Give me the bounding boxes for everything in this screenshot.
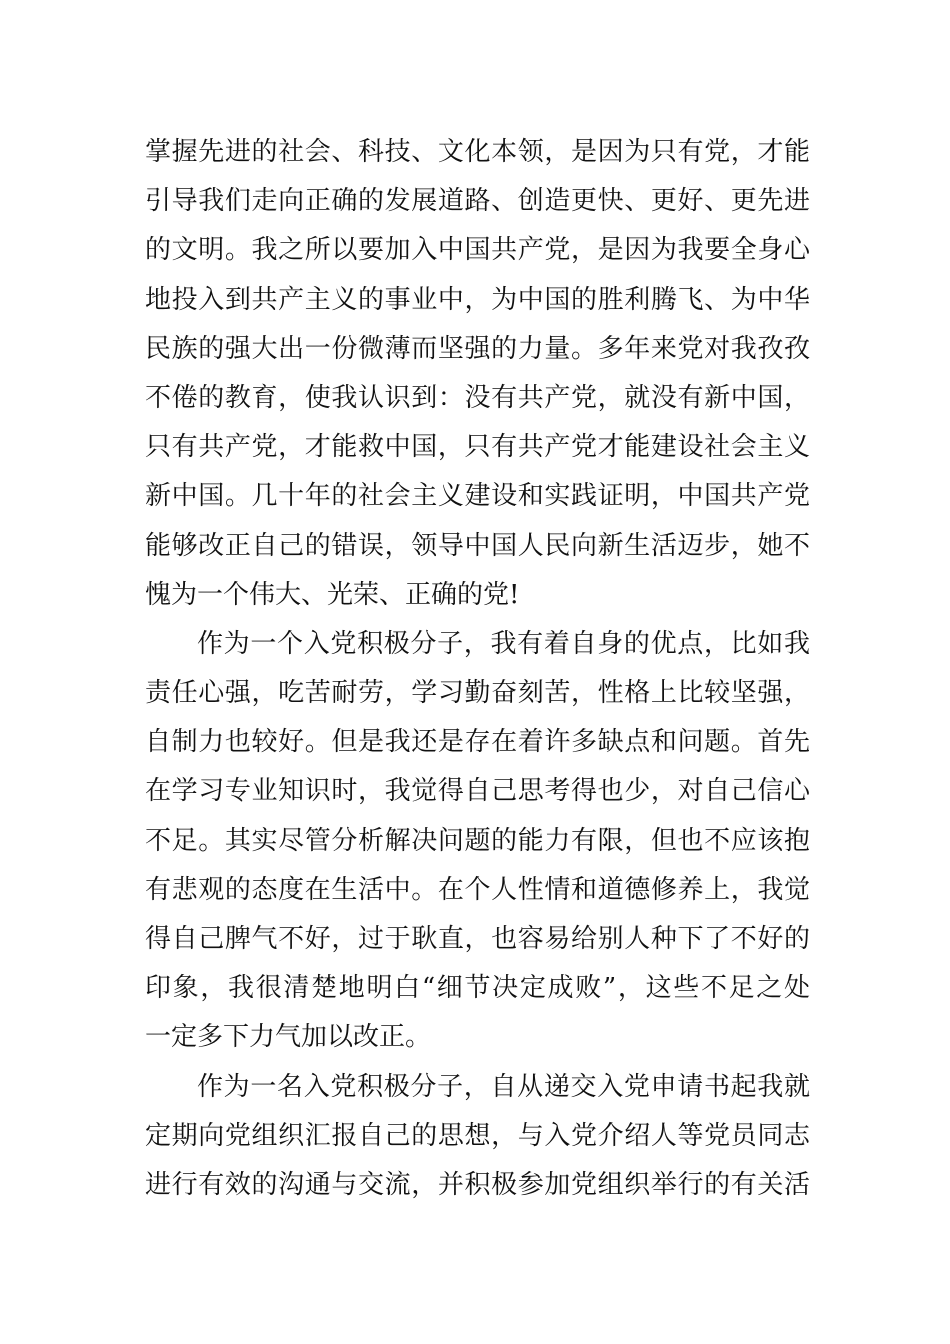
text-line: 新中国。几十年的社会主义建设和实践证明，中国共产党 bbox=[145, 481, 810, 512]
text-line: 责任心强，吃苦耐劳，学习勤奋刻苦，性格上比较坚强， bbox=[145, 678, 810, 709]
text-line: 地投入到共产主义的事业中，为中国的胜利腾飞、为中华 bbox=[145, 284, 810, 315]
body-text bbox=[145, 128, 810, 1210]
text-line: 印象，我很清楚地明白“细节决定成败”，这些不足之处 bbox=[145, 973, 810, 1004]
text-line: 有悲观的态度在生活中。在个人性情和道德修养上，我觉 bbox=[145, 874, 810, 905]
text-line: 自制力也较好。但是我还是存在着许多缺点和问题。首先 bbox=[145, 727, 810, 758]
text-line: 能够改正自己的错误，领导中国人民向新生活迈步，她不 bbox=[145, 530, 810, 561]
paragraph-end-line: 愧为一个伟大、光荣、正确的党! bbox=[145, 579, 520, 610]
text-line: 在学习专业知识时，我觉得自己思考得也少，对自己信心 bbox=[145, 776, 810, 807]
text-line: 得自己脾气不好，过于耿直，也容易给别人种下了不好的 bbox=[145, 924, 810, 954]
text-line: 的文明。我之所以要加入中国共产党，是因为我要全身心 bbox=[145, 235, 810, 266]
paragraph-start-line: 作为一个入党积极分子，我有着自身的优点，比如我 bbox=[197, 628, 810, 659]
paragraph-start-line: 作为一名入党积极分子，自从递交入党申请书起我就 bbox=[197, 1071, 810, 1102]
text-line: 掌握先进的社会、科技、文化本领，是因为只有党，才能 bbox=[145, 137, 810, 167]
text-line: 定期向党组织汇报自己的思想，与入党介绍人等党员同志 bbox=[145, 1120, 810, 1151]
text-line: 不倦的教育，使我认识到：没有共产党，就没有新中国， bbox=[145, 382, 810, 413]
text-line: 民族的强大出一份微薄而坚强的力量。多年来党对我孜孜 bbox=[145, 333, 810, 364]
text-line: 引导我们走向正确的发展道路、创造更快、更好、更先进 bbox=[145, 186, 810, 217]
text-line: 进行有效的沟通与交流，并积极参加党组织举行的有关活 bbox=[145, 1169, 810, 1200]
text-line: 不足。其实尽管分析解决问题的能力有限，但也不应该抱 bbox=[145, 825, 810, 856]
text-line: 只有共产党，才能救中国，只有共产党才能建设社会主义 bbox=[145, 432, 810, 463]
paragraph-end-line: 一定多下力气加以改正。 bbox=[145, 1022, 432, 1053]
